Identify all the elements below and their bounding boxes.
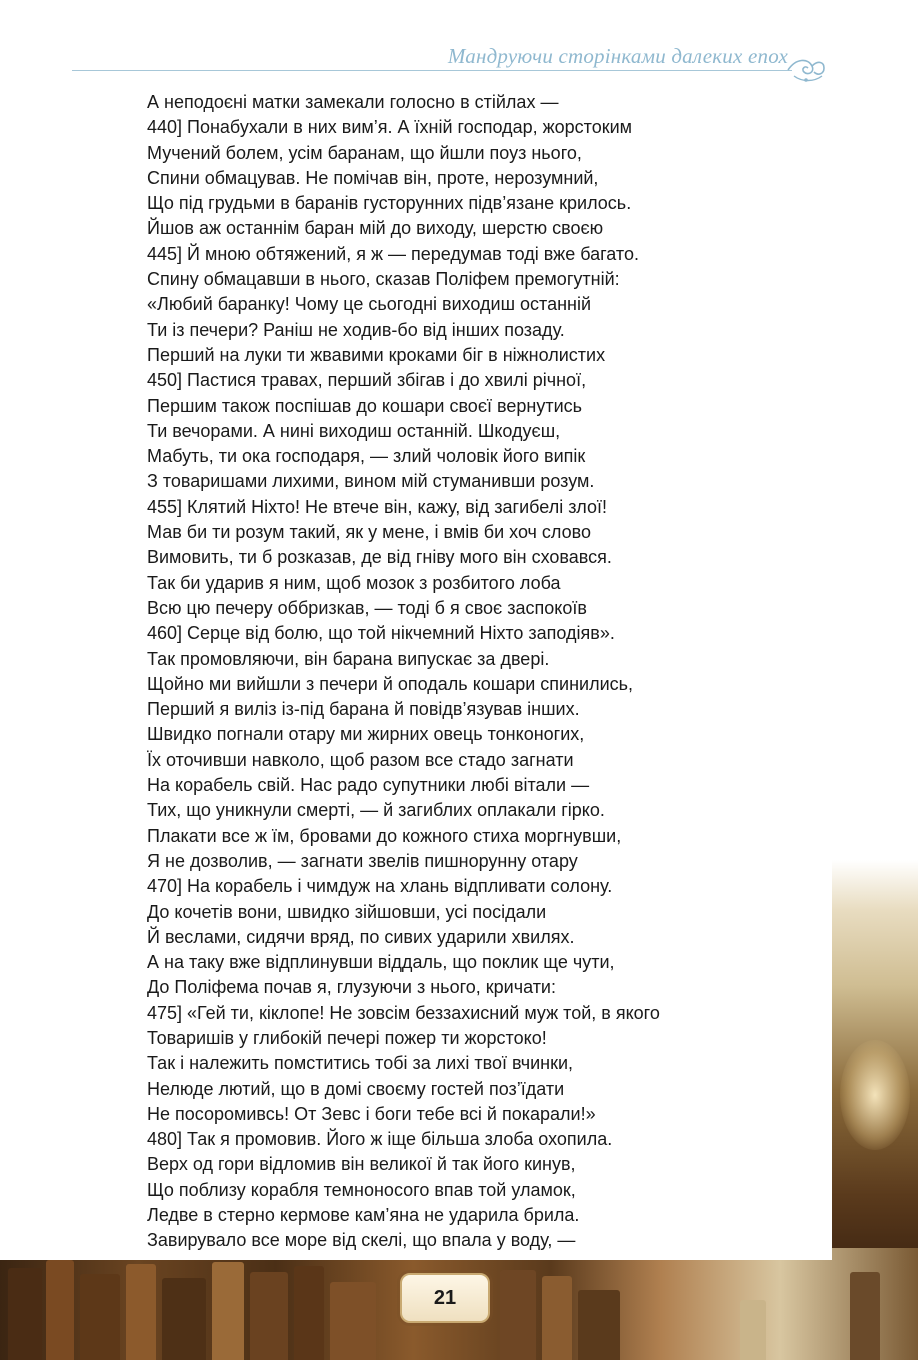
book-spine xyxy=(126,1264,156,1360)
poem-line: 450] Пастися травах, перший збігав і до хвилі річної, xyxy=(147,370,587,391)
book-spine xyxy=(740,1300,766,1360)
poem-line: Швидко погнали отару ми жирних овець тонконогих, xyxy=(147,724,585,745)
book-spine xyxy=(8,1268,42,1360)
book-spine xyxy=(250,1272,288,1360)
poem-line: Що поблизу корабля темноносого впав той уламок, xyxy=(147,1179,576,1200)
header-rule xyxy=(72,70,792,71)
poem-line: 440] Понабухали в них вим’я. А їхній господар, жорстоким xyxy=(147,117,633,138)
poem-line: До кочетів вони, швидко зійшовши, усі посідали xyxy=(147,901,547,922)
poem-line: Мабуть, ти ока господаря, — злий чоловік його випік xyxy=(147,446,586,467)
poem-line: Вимовить, ти б розказав, де від гніву мого він сховався. xyxy=(147,547,612,568)
poem-line: Йшов аж останнім баран мій до виходу, шерстю своєю xyxy=(147,218,604,239)
poem-line: Завирувало все море від скелі, що впала у воду, — xyxy=(147,1230,576,1251)
poem-line: Перший я виліз із-під барана й повідв’язував інших. xyxy=(147,699,580,720)
poem-line: 455] Клятий Ніхто! Не втече він, кажу, від загибелі злої! xyxy=(147,496,607,517)
poem-line: Щойно ми вийшли з печери й оподаль кошари спинились, xyxy=(147,673,634,694)
poem-line: Так промовляючи, він барана випускає за двері. xyxy=(147,648,550,669)
poem-line: На корабель свій. Нас радо супутники любі вітали — xyxy=(147,775,590,796)
poem-line: З товаришами лихими, вином мій стуманивши розум. xyxy=(147,471,595,492)
book-spine xyxy=(578,1290,620,1360)
poem-line: Що під грудьми в баранів густорунних підв’язане крилось. xyxy=(147,193,632,214)
book-spine xyxy=(162,1278,206,1360)
poem-line: Спини обмацував. Не помічав він, проте, нерозумний, xyxy=(147,167,599,188)
poem-line: 470] На корабель і чимдуж на хлань відпливати солону. xyxy=(147,876,613,897)
poem-line: А неподоєні матки замекали голосно в стійлах — xyxy=(147,92,559,112)
poem-line: Так і належить помститись тобі за лихі твої вчинки, xyxy=(147,1053,574,1074)
book-spine xyxy=(294,1266,324,1360)
poem-text xyxy=(147,90,827,1254)
poem-line: 480] Так я промовив. Його ж іще більша злоба охопила. xyxy=(147,1129,613,1150)
decorative-artwork-right xyxy=(830,860,918,1280)
poem-line: Я не дозволив, — загнати звелів пишнорунну отару xyxy=(147,850,578,871)
book-spine xyxy=(542,1276,572,1360)
poem-line: Спину обмацавши в нього, сказав Поліфем премогутній: xyxy=(147,269,620,290)
poem-line: 445] Й мною обтяжений, я ж — передумав тоді вже багато. xyxy=(147,243,639,264)
poem-line: Всю цю печеру оббризкав, — тоді б я своє заспокоїв xyxy=(147,597,587,618)
poem-line: «Любий баранку! Чому це сьогодні виходиш останній xyxy=(147,294,592,315)
poem-line: Перший на луки ти жвавими кроками біг в ніжнолистих xyxy=(147,344,606,365)
poem-line: Ти вечорами. А нині виходиш останній. Шкодуєш, xyxy=(147,420,561,441)
poem-line: Тих, що уникнули смерті, — й загиблих оплакали гірко. xyxy=(147,800,605,821)
scroll-ornament-icon xyxy=(784,50,828,86)
poem-line: Мучений болем, усім баранам, що йшли поуз нього, xyxy=(147,142,582,163)
book-spine xyxy=(330,1282,376,1360)
poem-line: Так би ударив я ним, щоб мозок з розбитого лоба xyxy=(147,572,561,593)
book-spine xyxy=(500,1270,536,1360)
poem-line: Не посоромивсь! От Зевс і боги тебе всі й покарали!» xyxy=(147,1103,596,1124)
poem-line: Верх од гори відломив він великої й так його кинув, xyxy=(147,1154,576,1175)
book-spine xyxy=(212,1262,244,1360)
poem-line: 475] «Гей ти, кіклопе! Не зовсім беззахисний муж той, в якого xyxy=(147,1002,660,1023)
poem-line: Ледве в стерно кермове кам’яна не ударила брила. xyxy=(147,1205,580,1226)
poem-line: Першим також поспішав до кошари своєї вернутись xyxy=(147,395,583,416)
poem-line: А на таку вже відплинувши віддаль, що поклик ще чути, xyxy=(147,952,615,973)
book-spine xyxy=(850,1272,880,1360)
book-spine xyxy=(80,1274,120,1360)
running-header-title: Мандруючи сторінками далеких епох xyxy=(447,44,788,68)
poem-line: Мав би ти розум такий, як у мене, і вмів би хоч слово xyxy=(147,522,592,543)
poem-line: Плакати все ж їм, бровами до кожного стиха моргнувши, xyxy=(147,825,622,846)
poem-line: Й веслами, сидячи вряд, по сивих ударили хвилях. xyxy=(147,926,575,947)
poem-line: 460] Серце від болю, що той нікчемний Ніхто заподіяв». xyxy=(147,623,615,644)
poem-line: Товаришів у глибокій печері пожер ти жорстоко! xyxy=(147,1027,547,1048)
poem-line: Нелюде лютий, що в домі своєму гостей поз’їдати xyxy=(147,1078,565,1099)
candle-glow xyxy=(840,1040,910,1150)
poem-line: До Поліфема почав я, глузуючи з нього, кричати: xyxy=(147,977,556,998)
page-number: 21 xyxy=(400,1273,490,1323)
poem-line: Ти із печери? Раніш не ходив-бо від інших позаду. xyxy=(147,319,565,340)
poem-line: Їх оточивши навколо, щоб разом все стадо загнати xyxy=(147,749,574,770)
book-spine xyxy=(46,1260,74,1360)
